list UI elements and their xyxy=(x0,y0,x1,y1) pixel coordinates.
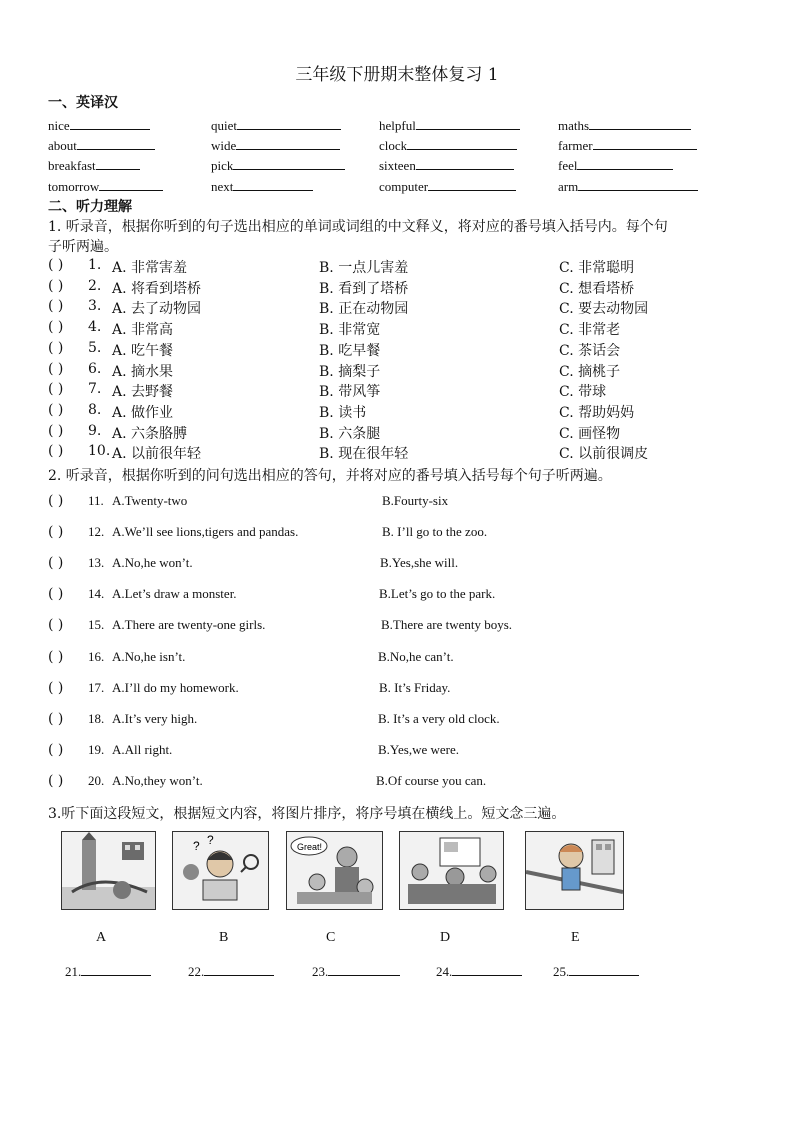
option-a: A.No,he isn’t. xyxy=(112,648,186,664)
answer-paren[interactable]: ( ) xyxy=(48,319,64,336)
picture-label-d: D xyxy=(440,930,451,945)
vocab-word: sixteen xyxy=(379,158,416,173)
question-number: 17. xyxy=(88,679,105,695)
answer-paren[interactable]: ( ) xyxy=(48,586,64,603)
option-c: C. 带球 xyxy=(559,384,607,401)
vocab-item[interactable] xyxy=(211,177,313,195)
answer-paren[interactable]: ( ) xyxy=(48,617,64,634)
picture-label-e: E xyxy=(571,930,580,945)
answer-blank[interactable] xyxy=(236,136,340,150)
option-b: B. 带风筝 xyxy=(319,384,381,401)
part2-instruction: 2. 听录音，根据你听到的问句选出相应的答句，并将对应的番号填入括号每个句子听两遍。 xyxy=(48,468,612,484)
answer-paren[interactable]: ( ) xyxy=(48,772,64,789)
part1-instruction: 1. 听录音，根据你听到的句子选出相应的单词或词组的中文释义，将对应的番号填入括号内。每个句 xyxy=(48,219,668,235)
vocab-word: clock xyxy=(379,138,408,153)
answer-paren[interactable]: ( ) xyxy=(48,741,64,758)
answer-paren[interactable]: ( ) xyxy=(48,679,64,696)
vocab-item[interactable] xyxy=(379,156,514,174)
answer-paren[interactable]: ( ) xyxy=(48,422,64,439)
option-a: A. 非常害羞 xyxy=(112,260,188,276)
option-b: B.There are twenty boys. xyxy=(381,617,513,633)
part1-instruction-cont: 子听两遍。 xyxy=(48,239,118,255)
vocab-word: computer xyxy=(379,179,429,194)
vocab-item[interactable] xyxy=(558,116,691,134)
question-number: 2. xyxy=(88,277,102,294)
option-b: B. 看到了塔桥 xyxy=(319,280,409,297)
vocab-word: quiet xyxy=(211,118,237,133)
question-number: 3. xyxy=(88,298,102,315)
option-b: B. 六条腿 xyxy=(319,425,381,442)
answer-paren[interactable]: ( ) xyxy=(48,277,64,294)
option-c: C. 茶话会 xyxy=(559,342,621,359)
option-a: A. 将看到塔桥 xyxy=(112,280,202,297)
question-number: 13. xyxy=(88,555,105,571)
answer-24[interactable]: 24. xyxy=(436,962,522,980)
vocab-item[interactable] xyxy=(48,116,150,134)
answer-blank[interactable] xyxy=(577,156,673,170)
vocab-item[interactable] xyxy=(558,136,697,154)
vocab-word: maths xyxy=(558,118,590,133)
picture-label-a: A xyxy=(96,930,107,945)
option-c: C. 要去动物园 xyxy=(559,301,649,318)
vocab-word: nice xyxy=(48,118,70,133)
option-b: B. 摘梨子 xyxy=(319,363,381,380)
svg-text:?: ? xyxy=(207,833,214,847)
option-a: A.Let’s draw a monster. xyxy=(112,586,237,602)
question-number: 7. xyxy=(88,381,102,398)
vocab-word: next xyxy=(211,179,234,194)
answer-blank[interactable] xyxy=(237,116,341,130)
vocab-item[interactable] xyxy=(211,136,340,154)
picture-label-b: B xyxy=(219,930,229,945)
option-a: A.Twenty-two xyxy=(112,493,188,508)
answer-paren[interactable]: ( ) xyxy=(48,298,64,315)
option-b: B.Yes,she will. xyxy=(380,555,459,571)
option-a: A.There are twenty-one girls. xyxy=(112,617,266,633)
vocab-item[interactable] xyxy=(558,156,673,174)
option-a: A. 以前很年轻 xyxy=(112,446,202,463)
question-number: 20. xyxy=(88,772,105,788)
answer-paren[interactable]: ( ) xyxy=(48,443,64,460)
question-number: 18. xyxy=(88,710,105,726)
question-number: 16. xyxy=(88,648,105,664)
answer-paren[interactable]: ( ) xyxy=(48,339,64,356)
question-number: 5. xyxy=(88,339,102,356)
vocab-word: pick xyxy=(211,158,234,173)
option-a: A. 做作业 xyxy=(112,404,174,421)
option-b: B.Yes,we were. xyxy=(378,741,460,757)
vocab-word: arm xyxy=(558,179,579,194)
vocab-word: helpful xyxy=(379,118,416,133)
option-b: B. It’s Friday. xyxy=(379,679,451,695)
question-number: 6. xyxy=(88,360,102,377)
answer-paren[interactable]: ( ) xyxy=(48,493,64,509)
answer-paren[interactable]: ( ) xyxy=(48,648,64,665)
vocab-item[interactable] xyxy=(48,136,155,154)
answer-blank[interactable] xyxy=(428,177,516,191)
page-title: 三年级下册期末整体复习 1 xyxy=(295,65,499,85)
vocab-word: about xyxy=(48,138,77,153)
answer-paren[interactable]: ( ) xyxy=(48,381,64,398)
answer-paren[interactable]: ( ) xyxy=(48,710,64,727)
question-number: 4. xyxy=(88,319,102,336)
answer-22[interactable]: 22. xyxy=(188,962,274,980)
speech-bubble-text: Great! xyxy=(297,842,323,852)
option-b: B. I’ll go to the zoo. xyxy=(382,524,488,540)
option-a: A.I’ll do my homework. xyxy=(112,679,239,695)
picture-e-kid-clock xyxy=(525,831,624,910)
answer-blank[interactable] xyxy=(593,136,697,150)
question-number: 1. xyxy=(88,257,102,273)
answer-blank[interactable] xyxy=(233,156,345,170)
option-c: C. 摘桃子 xyxy=(559,363,621,380)
option-c: C. 画怪物 xyxy=(559,425,621,442)
picture-b-reading-boy xyxy=(172,831,269,910)
vocab-item[interactable] xyxy=(558,177,698,195)
question-number: 11. xyxy=(88,493,104,508)
vocab-word: feel xyxy=(558,158,578,173)
answer-blank[interactable] xyxy=(578,177,698,191)
question-number: 15. xyxy=(88,617,105,633)
question-number: 8. xyxy=(88,401,102,418)
vocab-word: breakfast xyxy=(48,158,96,173)
vocab-item[interactable] xyxy=(48,177,163,195)
answer-blank[interactable] xyxy=(589,116,691,130)
vocab-item[interactable] xyxy=(379,177,516,195)
option-a: A. 摘水果 xyxy=(112,363,174,380)
part3-instruction: 3.听下面这段短文，根据短文内容，将图片排序，将序号填在横线上。短文念三遍。 xyxy=(48,806,566,822)
answer-blank[interactable] xyxy=(77,136,155,150)
option-a: A. 非常高 xyxy=(112,322,174,339)
option-a: A. 吃午餐 xyxy=(112,342,174,359)
picture-d-drawing-class xyxy=(399,831,504,910)
answer-paren[interactable]: ( ) xyxy=(48,524,64,541)
answer-paren[interactable]: ( ) xyxy=(48,555,64,572)
option-a: A. 六条胳膊 xyxy=(112,425,188,442)
question-number: 12. xyxy=(88,524,105,540)
section2-heading: 二、听力理解 xyxy=(48,199,132,215)
option-b: B.Let’s go to the park. xyxy=(379,586,496,602)
answer-21[interactable]: 21. xyxy=(65,962,151,980)
answer-paren[interactable]: ( ) xyxy=(48,360,64,377)
option-b: B.No,he can’t. xyxy=(378,648,454,664)
picture-label-c: C xyxy=(326,930,336,945)
answer-blank[interactable] xyxy=(416,116,520,130)
option-b: B. 一点儿害羞 xyxy=(319,260,409,276)
option-b: B. It’s a very old clock. xyxy=(378,710,500,726)
svg-text:?: ? xyxy=(193,839,200,853)
vocab-word: tomorrow xyxy=(48,179,100,194)
answer-blank[interactable] xyxy=(416,156,514,170)
option-b: B. 正在动物园 xyxy=(319,301,409,318)
question-number: 19. xyxy=(88,741,105,757)
vocab-item[interactable] xyxy=(379,116,520,134)
answer-25[interactable]: 25. xyxy=(553,962,639,980)
option-c: C. 非常聪明 xyxy=(559,260,635,276)
answer-blank[interactable] xyxy=(70,116,150,130)
vocab-item[interactable] xyxy=(48,156,140,174)
vocab-item[interactable] xyxy=(211,116,341,134)
option-c: C. 非常老 xyxy=(559,322,621,339)
option-a: A.It’s very high. xyxy=(112,710,198,726)
vocab-word: farmer xyxy=(558,138,593,153)
option-b: B. 吃早餐 xyxy=(319,342,381,359)
answer-paren[interactable]: ( ) xyxy=(48,401,64,418)
answer-blank[interactable] xyxy=(96,156,140,170)
option-b: B.Of course you can. xyxy=(376,772,487,788)
picture-c-great-group xyxy=(286,831,383,910)
vocab-word: wide xyxy=(211,138,237,153)
option-a: A.No,he won’t. xyxy=(112,555,193,571)
answer-blank[interactable] xyxy=(233,177,313,191)
option-a: A.No,they won’t. xyxy=(112,772,203,788)
option-a: A. 去了动物园 xyxy=(112,301,202,318)
option-c: C. 想看塔桥 xyxy=(559,280,635,297)
option-b: B.Fourty-six xyxy=(382,493,449,508)
vocab-item[interactable] xyxy=(211,156,345,174)
answer-blank[interactable] xyxy=(407,136,517,150)
question-number: 14. xyxy=(88,586,105,602)
question-number: 10. xyxy=(88,443,111,460)
vocab-item[interactable] xyxy=(379,136,517,154)
section1-heading: 一、英译汉 xyxy=(48,95,118,111)
question-number: 9. xyxy=(88,422,102,439)
answer-blank[interactable] xyxy=(99,177,163,191)
option-a: A.We’ll see lions,tigers and pandas. xyxy=(112,524,299,540)
option-b: B. 非常宽 xyxy=(319,322,381,339)
option-b: B. 读书 xyxy=(319,404,367,421)
answer-23[interactable]: 23. xyxy=(312,962,400,980)
option-a: A. 去野餐 xyxy=(112,384,174,401)
picture-a-tower-bridge xyxy=(61,831,156,910)
answer-paren[interactable]: ( ) xyxy=(48,257,64,273)
option-c: C. 以前很调皮 xyxy=(559,446,649,463)
option-b: B. 现在很年轻 xyxy=(319,446,409,463)
option-a: A.All right. xyxy=(112,741,173,757)
option-c: C. 帮助妈妈 xyxy=(559,404,635,421)
